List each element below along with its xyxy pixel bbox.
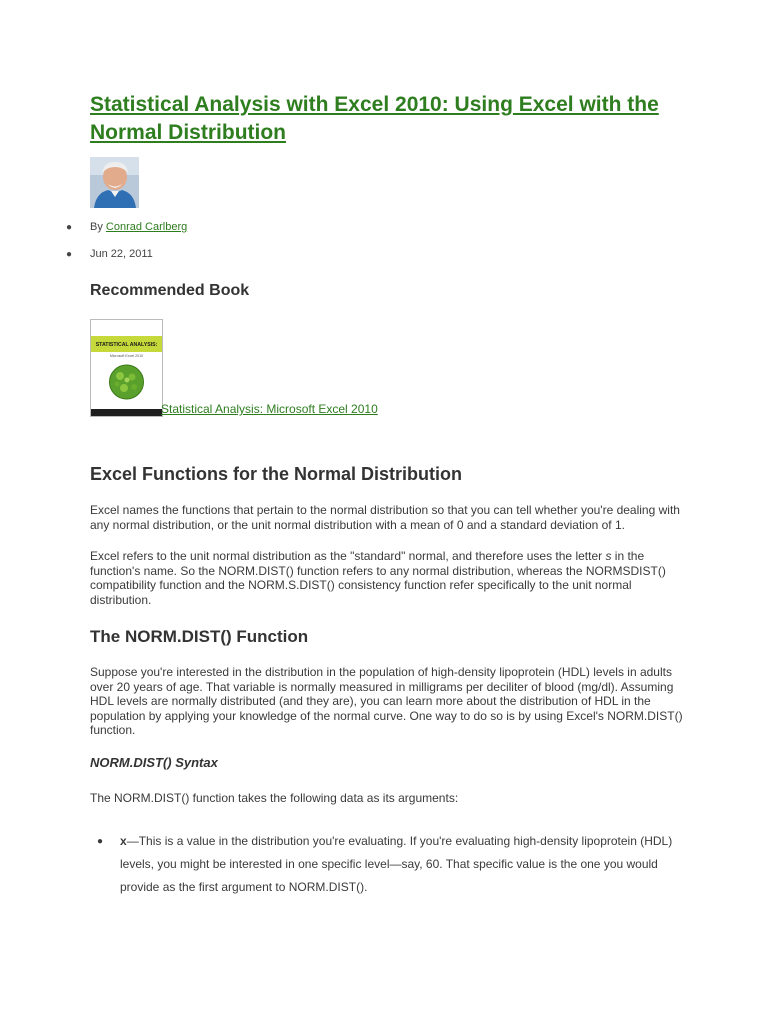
emphasis-letter: s <box>605 549 612 563</box>
date-line <box>66 247 153 261</box>
author-line <box>66 220 187 234</box>
argument-description: —This is a value in the distribution you're evaluating. If you're evaluating high-density lipoprotein (HDL) levels, you might be interested in one specific level—say, 60. That specific value is the one you would provide as the first argument to NORM.DIST(). <box>120 834 673 894</box>
argument-term: x <box>120 834 127 848</box>
author-link[interactable]: Conrad Carlberg <box>105 221 188 233</box>
book-cover-subtitle: Microsoft Excel 2010 <box>109 354 144 358</box>
publish-date: Jun 22, 2011 <box>90 248 153 260</box>
author-photo-image <box>90 157 139 208</box>
bullet-icon: ● <box>97 836 104 847</box>
author-photo <box>90 157 139 208</box>
book-cover-title: STATISTICAL ANALYSIS: <box>95 342 158 348</box>
article-title-link[interactable]: Statistical Analysis with Excel 2010: Using Excel with the Normal Distribution <box>90 93 659 144</box>
book-cover-art <box>91 320 162 416</box>
paragraph <box>90 549 690 607</box>
bullet-icon: ● <box>66 222 73 233</box>
section-heading-norm-dist: The NORM.DIST() Function <box>90 627 309 646</box>
section-heading-excel-functions: Excel Functions for the Normal Distribution <box>90 464 463 484</box>
paragraph-text: Excel refers to the unit normal distribution as the "standard" normal, and therefore uses the letter <box>90 549 606 563</box>
bullet-icon: ● <box>66 249 73 260</box>
by-label: By <box>90 221 103 233</box>
paragraph: Excel names the functions that pertain to the normal distribution so that you can tell whether you're dealing with any normal distribution, or the unit normal distribution with a mean of 0 and a standard deviation of 1. <box>90 503 680 532</box>
syntax-heading: NORM.DIST() Syntax <box>90 755 218 770</box>
recommended-book-heading: Recommended Book <box>90 282 250 299</box>
list-item <box>120 830 680 899</box>
paragraph: The NORM.DIST() function takes the following data as its arguments: <box>90 791 459 805</box>
article-title <box>90 91 690 147</box>
book-cover[interactable] <box>90 319 163 417</box>
recommended-book-link[interactable]: Statistical Analysis: Microsoft Excel 2010 <box>161 402 378 416</box>
paragraph-text: in the function's name. So the NORM.DIST() function refers to any normal distribution, whereas the NORMSDIST() compatibility function and the NORM.S.DIST() consistency function refer specifically to the unit normal distribution. <box>90 549 666 607</box>
paragraph: Suppose you're interested in the distribution in the population of high-density lipoprotein (HDL) levels in adults over 20 years of age. That variable is normally measured in milligrams per deciliter of blood (mg/dl). Assuming HDL levels are normally distributed (and they are), you can learn more about the distribution of HDL in the population by applying your knowledge of the normal curve. One way to do so is by using Excel's NORM.DIST() function. <box>90 665 683 737</box>
